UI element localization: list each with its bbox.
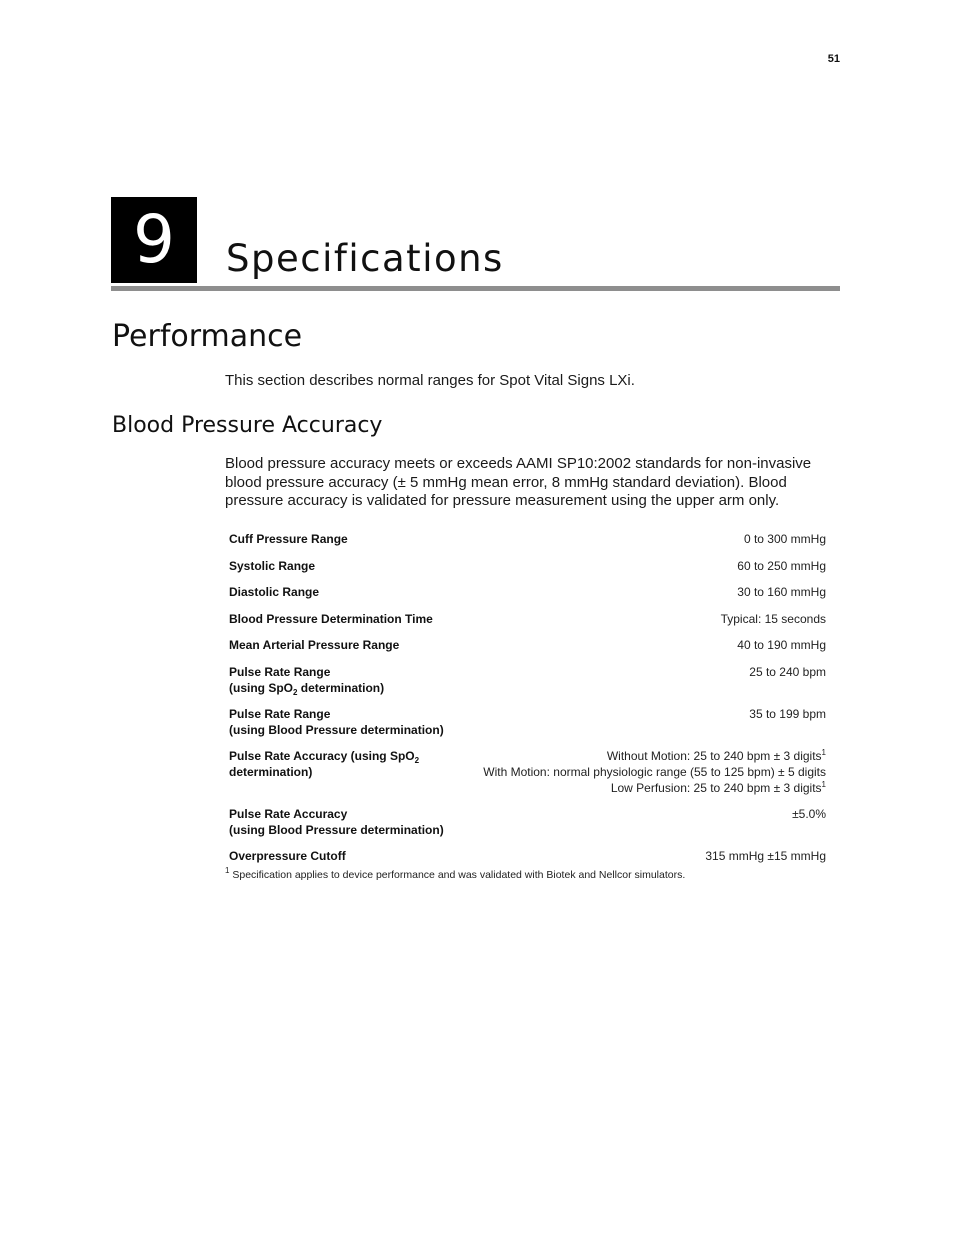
spec-label-line: Pulse Rate Range xyxy=(229,664,331,679)
spec-row xyxy=(229,748,826,806)
spec-row xyxy=(229,531,826,558)
spec-label-text: Pulse Rate Accuracy (using SpO xyxy=(229,748,415,763)
subscript: 2 xyxy=(414,755,420,765)
spec-label: Mean Arterial Pressure Range xyxy=(229,638,400,652)
spec-value: 30 to 160 mmHg xyxy=(737,585,826,599)
spec-table xyxy=(229,531,826,868)
spec-row xyxy=(229,848,826,868)
subsection-paragraph: Blood pressure accuracy meets or exceeds AAMI SP10:2002 standards for non-invasive blood pressure accuracy (± 5 mmHg mean error, 8 mmHg standard deviation). Blood pressure accuracy is validated for pressure measurement using the upper arm only. xyxy=(225,455,812,509)
spec-label xyxy=(229,706,489,738)
spec-value xyxy=(483,748,826,796)
page-number: 51 xyxy=(827,53,840,65)
spec-label-line xyxy=(229,680,489,696)
spec-value-line xyxy=(483,780,826,796)
footnote-text: Specification applies to device performance and was validated with Biotek and Nellcor simulators. xyxy=(229,869,686,881)
spec-label xyxy=(229,806,489,838)
section-intro: This section describes normal ranges for Spot Vital Signs LXi. xyxy=(225,372,635,389)
spec-row xyxy=(229,806,826,848)
footnote-ref: 1 xyxy=(821,779,826,789)
spec-value: Typical: 15 seconds xyxy=(720,611,826,626)
spec-value-text: Low Perfusion: 25 to 240 bpm ± 3 digits xyxy=(610,780,822,795)
spec-label-line: Pulse Rate Range xyxy=(229,706,331,721)
spec-label: Systolic Range xyxy=(229,558,316,573)
spec-label-text: determination) xyxy=(297,680,385,695)
spec-value: 60 to 250 mmHg xyxy=(737,558,826,573)
spec-label-line: (using Blood Pressure determination) xyxy=(229,822,444,837)
subsection-heading: Blood Pressure Accuracy xyxy=(112,413,383,438)
footnote-marker: 1 xyxy=(225,866,230,875)
spec-value: 35 to 199 bpm xyxy=(749,706,826,721)
spec-value-text: Without Motion: 25 to 240 bpm ± 3 digits xyxy=(606,748,822,763)
spec-label xyxy=(229,664,489,696)
spec-row xyxy=(229,558,826,585)
spec-row xyxy=(229,637,826,664)
chapter-title: Specifications xyxy=(226,237,504,280)
spec-label: Blood Pressure Determination Time xyxy=(229,611,433,626)
spec-row xyxy=(229,664,826,706)
section-heading: Performance xyxy=(112,319,303,354)
spec-value: 315 mmHg ±15 mmHg xyxy=(705,848,826,863)
spec-value: 25 to 240 bpm xyxy=(749,664,826,679)
spec-label: Cuff Pressure Range xyxy=(229,532,348,546)
spec-label-line: Pulse Rate Accuracy xyxy=(229,806,348,821)
spec-value-line: With Motion: normal physiologic range (55 to 125 bpm) ± 5 digits xyxy=(483,764,826,779)
spec-value: 0 to 300 mmHg xyxy=(743,532,826,546)
spec-label: Overpressure Cutoff xyxy=(229,848,346,863)
spec-value-line xyxy=(483,748,826,764)
spec-label xyxy=(229,748,483,780)
spec-label-line: determination) xyxy=(229,764,313,779)
footnote-ref: 1 xyxy=(821,747,826,757)
spec-value: 40 to 190 mmHg xyxy=(737,638,826,652)
spec-row xyxy=(229,584,826,611)
chapter-number-box: 9 xyxy=(111,197,197,283)
chapter-rule xyxy=(111,286,840,291)
subscript: 2 xyxy=(293,687,298,697)
spec-label-line xyxy=(229,748,483,764)
spec-label-text: (using SpO xyxy=(229,680,293,695)
spec-row xyxy=(229,611,826,638)
spec-value: ±5.0% xyxy=(792,806,826,821)
footnote xyxy=(225,866,686,881)
spec-label: Diastolic Range xyxy=(229,585,320,599)
spec-row xyxy=(229,706,826,748)
spec-label-line: (using Blood Pressure determination) xyxy=(229,722,444,737)
